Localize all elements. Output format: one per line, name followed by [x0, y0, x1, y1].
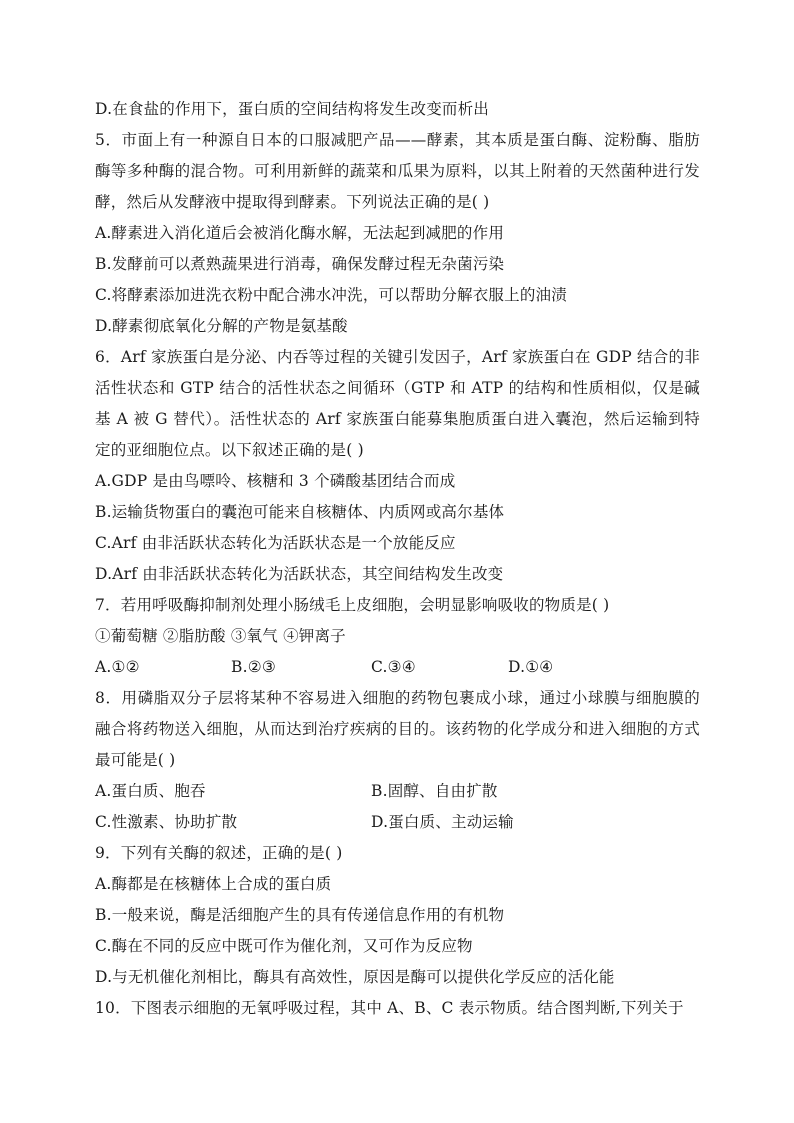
q7-option-d: D.①④ [508, 658, 554, 676]
q7-items: ①葡萄糖 ②脂肪酸 ③氧气 ④钾离子 [95, 627, 346, 645]
q8-stem: 8．用磷脂双分子层将某种不容易进入细胞的药物包裹成小球，通过小球膜与细胞膜的融合将药物送入细胞，从而达到治疗疾病的目的。该药物的化学成分和进入细胞的方式最可能是( ) [95, 689, 700, 769]
q5-option-d: D.酵素彻底氧化分解的产物是氨基酸 [95, 317, 348, 335]
q8-option-d: D.蛋白质、主动运输 [371, 813, 514, 831]
q8-option-b: B.固醇、自由扩散 [371, 782, 498, 800]
q7-option-a: A.①② [95, 658, 140, 676]
q9-option-d: D.与无机催化剂相比，酶具有高效性，原因是酶可以提供化学反应的活化能 [95, 968, 615, 986]
q8-options-row2 [95, 807, 700, 838]
q7-options [95, 652, 700, 683]
q9-option-a: A.酶都是在核糖体上合成的蛋白质 [95, 875, 332, 893]
q5-option-c: C.将酵素添加进洗衣粉中配合沸水冲洗，可以帮助分解衣服上的油渍 [95, 286, 567, 304]
q9-stem: 9．下列有关酶的叙述，正确的是( ) [95, 844, 343, 862]
q7-option-b: B.②③ [231, 658, 276, 676]
q5-option-b: B.发酵前可以煮熟蔬果进行消毒，确保发酵过程无杂菌污染 [95, 255, 505, 273]
q5-stem: 5．市面上有一种源自日本的口服减肥产品——酵素，其本质是蛋白酶、淀粉酶、脂肪酶等多种酶的混合物。可利用新鲜的蔬菜和瓜果为原料，以其上附着的天然菌种进行发酵，然后从发酵液中提取得到酵素。下列说法正确的是( ) [95, 131, 700, 211]
q4-option-d: D.在食盐的作用下，蛋白质的空间结构将发生改变而析出 [95, 100, 490, 118]
q6-option-a: A.GDP 是由鸟嘌呤、核糖和 3 个磷酸基团结合而成 [95, 472, 456, 490]
q6-option-b: B.运输货物蛋白的囊泡可能来自核糖体、内质网或高尔基体 [95, 503, 505, 521]
q9-option-c: C.酶在不同的反应中既可作为催化剂，又可作为反应物 [95, 937, 473, 955]
q9-option-b: B.一般来说，酶是活细胞产生的具有传递信息作用的有机物 [95, 906, 505, 924]
q8-option-c: C.性激素、协助扩散 [95, 813, 238, 831]
q10-stem: 10．下图表示细胞的无氧呼吸过程，其中 A、B、C 表示物质。结合图判断,下列关于 [95, 999, 684, 1017]
q7-option-c: C.③④ [371, 658, 416, 676]
q6-stem: 6．Arf 家族蛋白是分泌、内吞等过程的关键引发因子，Arf 家族蛋白在 GDP 结合的非活性状态和 GTP 结合的活性状态之间循环（GTP 和 ATP 的结构和性质相似，仅是碱基 A 被 G 替代）。活性状态的 Arf 家族蛋白能募集胞质蛋白进入囊泡，然后运输到特定的亚细胞位点。以下叙述正确的是( ) [95, 348, 700, 459]
q8-options-row1 [95, 776, 700, 807]
q8-option-a: A.蛋白质、胞吞 [95, 782, 206, 800]
q6-option-c: C.Arf 由非活跃状态转化为活跃状态是一个放能反应 [95, 534, 456, 552]
q5-option-a: A.酵素进入消化道后会被消化酶水解，无法起到减肥的作用 [95, 224, 505, 242]
q6-option-d: D.Arf 由非活跃状态转化为活跃状态，其空间结构发生改变 [95, 565, 504, 583]
q7-stem: 7．若用呼吸酶抑制剂处理小肠绒毛上皮细胞，会明显影响吸收的物质是( ) [95, 596, 610, 614]
document-page [95, 94, 700, 1024]
